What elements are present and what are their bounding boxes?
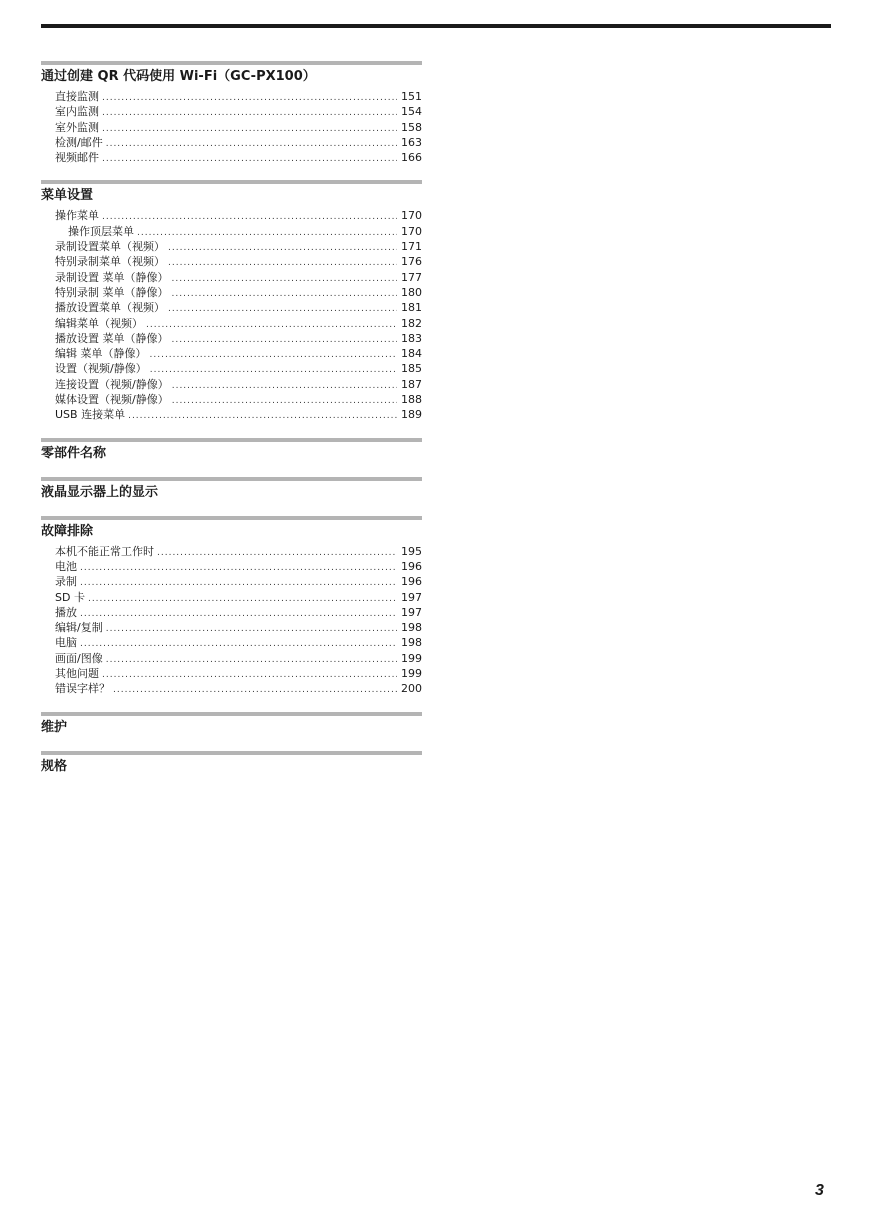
dot-leader <box>137 226 397 241</box>
toc-entry <box>41 285 422 300</box>
toc-entry-page: 170 <box>401 209 422 223</box>
dot-leader <box>80 561 397 576</box>
toc-entry <box>41 681 422 696</box>
dot-leader <box>106 653 397 668</box>
toc-section <box>41 438 422 462</box>
section-title: 菜单设置 <box>41 188 94 204</box>
toc-entry <box>41 377 422 392</box>
dot-leader <box>102 122 397 137</box>
toc-entry-page: 154 <box>401 105 422 119</box>
dot-leader <box>102 210 397 225</box>
dot-leader <box>88 592 397 607</box>
dot-leader <box>157 546 397 561</box>
toc-entry-page: 199 <box>401 667 422 681</box>
toc-entry-label: 播放 <box>55 605 77 619</box>
toc-entry-label: 检测/邮件 <box>55 135 103 149</box>
dot-leader <box>106 622 397 637</box>
section-divider <box>41 751 422 755</box>
dot-leader <box>102 152 397 167</box>
toc-entry <box>41 239 422 254</box>
toc-entry-page: 158 <box>401 120 422 134</box>
section-title: 通过创建 QR 代码使用 Wi-Fi（GC-PX100） <box>41 69 316 84</box>
dot-leader <box>80 637 397 652</box>
toc-entry <box>41 635 422 650</box>
toc-entry-label: 连接设置（视频/静像） <box>55 377 169 391</box>
section-title: 零部件名称 <box>41 445 107 461</box>
dot-leader <box>168 256 397 271</box>
toc-section <box>41 477 422 501</box>
toc-entry-page: 197 <box>401 590 422 604</box>
toc-entry <box>41 150 422 165</box>
toc-entry-page: 199 <box>401 651 422 665</box>
section-divider <box>41 438 422 442</box>
dot-leader <box>172 394 397 409</box>
toc-entry-label: 电池 <box>55 559 77 573</box>
dot-leader <box>80 576 397 591</box>
toc-entry-page: 180 <box>401 285 422 299</box>
toc-entry-list <box>41 89 422 165</box>
toc-entry-label: 录制设置菜单（视频） <box>55 240 165 254</box>
toc-entry-label: 录制 <box>55 575 77 589</box>
toc-entry-label: 播放设置 菜单（静像） <box>55 331 169 345</box>
toc-section <box>41 751 422 775</box>
toc-entry-label: 编辑 菜单（静像） <box>55 347 147 361</box>
dot-leader <box>168 241 397 256</box>
toc-entry-page: 166 <box>401 151 422 165</box>
toc-entry-page: 182 <box>401 316 422 330</box>
toc-entry <box>41 300 422 315</box>
dot-leader <box>168 302 397 317</box>
toc-entry <box>41 316 422 331</box>
toc-entry-page: 195 <box>401 544 422 558</box>
section-divider <box>41 516 422 520</box>
toc-entry-label: 编辑/复制 <box>55 621 103 635</box>
section-title: 故障排除 <box>41 523 94 539</box>
toc-entry-label: 直接监测 <box>55 90 99 103</box>
section-divider <box>41 61 422 65</box>
dot-leader <box>150 363 397 378</box>
toc-entry <box>41 104 422 119</box>
toc-section <box>41 61 422 165</box>
toc-entry-label: 特别录制 菜单（静像） <box>55 285 169 299</box>
toc-entry-label: 媒体设置（视频/静像） <box>55 393 169 407</box>
dot-leader <box>172 379 397 394</box>
toc-entry-page: 177 <box>401 270 422 284</box>
section-title: 维护 <box>41 719 68 735</box>
toc-entry-page: 181 <box>401 301 422 315</box>
toc-entry-label: 操作顶层菜单 <box>68 224 134 238</box>
section-divider <box>41 180 422 184</box>
toc-entry-label: 播放设置菜单（视频） <box>55 301 165 315</box>
toc-entry-page: 185 <box>401 362 422 376</box>
dot-leader <box>172 272 398 287</box>
toc-entry-page: 151 <box>401 90 422 103</box>
toc-entry <box>41 407 422 422</box>
toc-entry-label: 特别录制菜单（视频） <box>55 255 165 269</box>
toc-entry-label: 室外监测 <box>55 120 99 134</box>
toc-entry-list <box>41 208 422 422</box>
toc-entry-label: 编辑菜单（视频） <box>55 316 143 330</box>
toc-entry <box>41 574 422 589</box>
toc-entry-page: 189 <box>401 408 422 422</box>
toc-entry-label: 设置（视频/静像） <box>55 362 147 376</box>
toc-entry-label: 其他问题 <box>55 667 99 681</box>
toc-entry-label: USB 连接菜单 <box>55 408 126 422</box>
dot-leader <box>113 683 397 698</box>
toc-entry-label: 视频邮件 <box>55 151 99 165</box>
toc-entry-page: 200 <box>401 682 422 696</box>
toc-entry-label: 操作菜单 <box>55 209 99 223</box>
toc-entry-page: 198 <box>401 636 422 650</box>
toc-entry-page: 188 <box>401 393 422 407</box>
toc-entry <box>41 392 422 407</box>
toc-entry <box>41 224 422 239</box>
toc-entry-label: 电脑 <box>55 636 77 650</box>
toc-entry-page: 196 <box>401 575 422 589</box>
toc-section <box>41 516 422 697</box>
dot-leader <box>150 348 398 363</box>
dot-leader <box>146 318 397 333</box>
toc-entry-label: 室内监测 <box>55 105 99 119</box>
toc-entry <box>41 208 422 223</box>
dot-leader <box>128 409 397 424</box>
toc-entry-label: 录制设置 菜单（静像） <box>55 270 169 284</box>
toc-entry <box>41 89 422 104</box>
toc-entry <box>41 544 422 559</box>
header-rule <box>41 24 831 28</box>
dot-leader <box>102 668 397 683</box>
dot-leader <box>172 287 398 302</box>
toc-entry <box>41 605 422 620</box>
toc-entry-page: 197 <box>401 605 422 619</box>
section-title: 规格 <box>41 758 68 774</box>
toc-entry <box>41 559 422 574</box>
section-divider <box>41 712 422 716</box>
toc-entry-label: SD 卡 <box>55 590 85 604</box>
toc-entry-page: 184 <box>401 347 422 361</box>
toc-entry <box>41 254 422 269</box>
toc-entry <box>41 135 422 150</box>
toc-entry <box>41 331 422 346</box>
toc-entry-page: 163 <box>401 135 422 149</box>
toc-entry-label: 错误字样？ <box>55 682 110 696</box>
dot-leader <box>102 106 397 121</box>
toc-entry-page: 176 <box>401 255 422 269</box>
toc-entry-page: 198 <box>401 621 422 635</box>
dot-leader <box>106 137 397 152</box>
toc-entry-page: 171 <box>401 240 422 254</box>
page-number: 3 <box>815 1182 824 1199</box>
toc-entry <box>41 590 422 605</box>
dot-leader <box>80 607 397 622</box>
toc-section <box>41 712 422 736</box>
toc-entry <box>41 651 422 666</box>
toc-entry-label: 本机不能正常工作时 <box>55 544 154 558</box>
section-title: 液晶显示器上的显示 <box>41 484 159 500</box>
toc-entry-page: 187 <box>401 377 422 391</box>
toc-entry-page: 170 <box>401 224 422 238</box>
toc-entry <box>41 270 422 285</box>
section-divider <box>41 477 422 481</box>
toc-entry <box>41 666 422 681</box>
toc-entry-page: 196 <box>401 559 422 573</box>
toc-entry-label: 画面/图像 <box>55 651 103 665</box>
toc-entry <box>41 620 422 635</box>
toc-entry <box>41 120 422 135</box>
toc-section <box>41 180 422 422</box>
toc-entry-list <box>41 544 422 697</box>
toc-entry <box>41 346 422 361</box>
dot-leader <box>102 91 397 106</box>
table-of-contents <box>41 61 422 790</box>
toc-entry <box>41 361 422 376</box>
dot-leader <box>172 333 398 348</box>
toc-entry-page: 183 <box>401 331 422 345</box>
